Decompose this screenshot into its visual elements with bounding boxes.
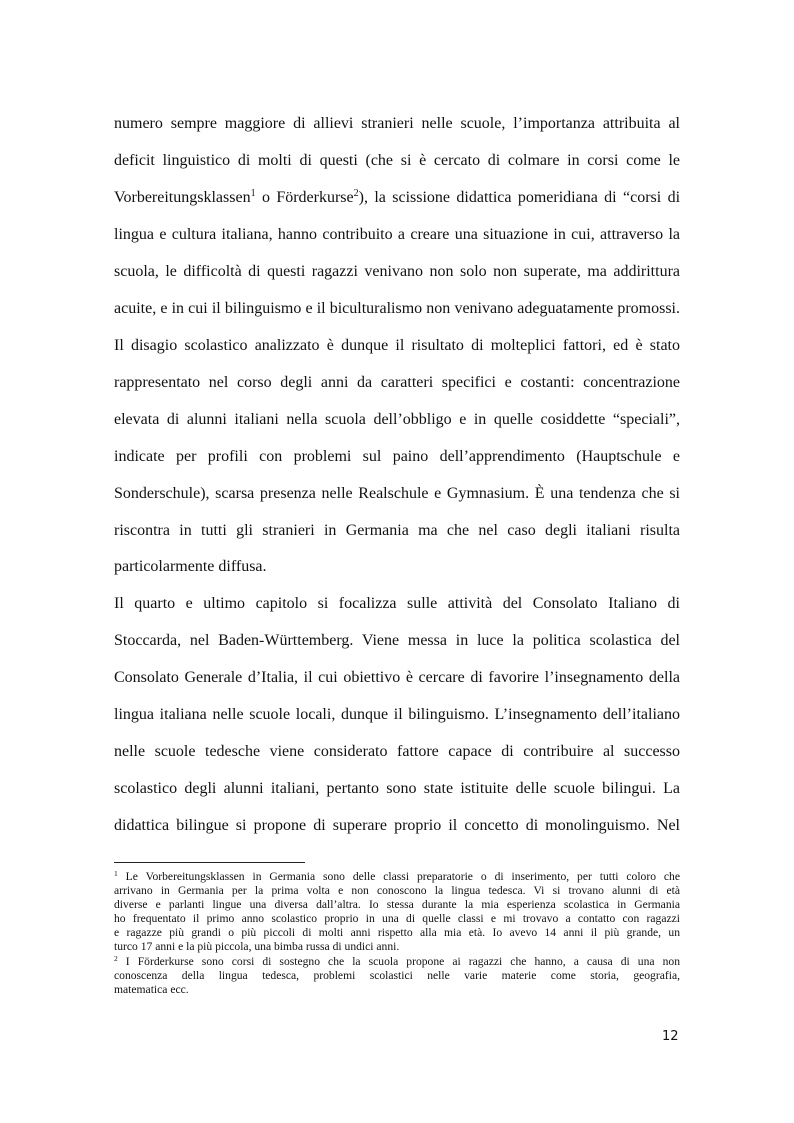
body-line: lingua italiana nelle scuole locali, dunque il bilinguismo. L’insegnamento dell’italiano xyxy=(114,706,680,723)
body-line: Sonderschule), scarsa presenza nelle Realschule e Gymnasium. È una tendenza che si xyxy=(114,485,680,502)
body-line: rappresentato nel corso degli anni da caratteri specifici e costanti: concentrazione xyxy=(114,374,680,391)
footnote-ref-2: 2 xyxy=(353,188,359,199)
footnote-marker-1: 1 xyxy=(114,869,118,878)
body-line: Il quarto e ultimo capitolo si focalizza sulle attività del Consolato Italiano di xyxy=(114,595,680,612)
page-number: 12 xyxy=(662,1029,679,1044)
body-line: elevata di alunni italiani nella scuola dell’obbligo e in quelle cosiddette “speciali”, xyxy=(114,411,680,428)
body-line: riscontra in tutti gli stranieri in Germania ma che nel caso degli italiani risulta xyxy=(114,522,680,539)
footnote-2-line: $^2$ I Förderkurse sono corsi di sostegno che la scuola propone ai ragazzi che hanno, a causa di una non xyxy=(114,954,680,968)
footnote-1-line: ho frequentato il primo anno scolastico proprio in una di quelle classi e mi trovavo a contatto con ragazzi xyxy=(114,912,680,925)
footnote-1-line: turco 17 anni e la più piccola, una bimba russa di undici anni. xyxy=(114,940,400,953)
body-line: particolarmente diffusa. xyxy=(114,558,267,575)
body-line: scuola, le difficoltà di questi ragazzi venivano non solo non superate, ma addirittura xyxy=(114,263,680,280)
body-line: indicate per profili con problemi sul paino dell’apprendimento (Hauptschule e xyxy=(114,448,680,465)
body-line: scolastico degli alunni italiani, pertanto sono state istituite delle scuole bilingui. La xyxy=(114,780,680,797)
body-line: lingua e cultura italiana, hanno contribuito a creare una situazione in cui, attraverso la xyxy=(114,226,680,243)
body-line: Vorbereitungsklassen$^1$ o Förderkurse$^2$), la scissione didattica pomeridiana di “corsi di xyxy=(114,188,681,206)
body-line: numero sempre maggiore di allievi stranieri nelle scuole, l’importanza attribuita al xyxy=(114,115,680,132)
footnote-2-line: matematica ecc. xyxy=(114,983,189,996)
footnote-1-line: $^1$ Le Vorbereitungsklassen in Germania sono delle classi preparatorie o di inserimento, per tutti coloro che xyxy=(114,869,680,883)
body-line: acuite, e in cui il bilinguismo e il biculturalismo non venivano adeguatamente promossi. xyxy=(114,300,680,317)
footnote-1-line: diverse e parlanti lingue una diversa dall’altra. Io stessa durante la mia esperienza scolastica in Germania xyxy=(114,898,680,911)
footnote-2-line: conoscenza della lingua tedesca, problemi scolastici nelle varie materie come storia, geografia, xyxy=(114,969,680,982)
footnote-1-line: arrivano in Germania per la prima volta e non conoscono la lingua tedesca. Vi si trovano alunni di età xyxy=(114,884,680,897)
body-line: nelle scuole tedesche viene considerato fattore capace di contribuire al successo xyxy=(114,743,680,760)
body-line: Stoccarda, nel Baden-Württemberg. Viene messa in luce la politica scolastica del xyxy=(114,632,680,649)
footnote-ref-1: 1 xyxy=(250,188,256,199)
body-line: deficit linguistico di molti di questi (che si è cercato di colmare in corsi come le xyxy=(114,152,680,169)
body-line: Il disagio scolastico analizzato è dunque il risultato di molteplici fattori, ed è stato xyxy=(114,337,680,354)
footnote-marker-2: 2 xyxy=(114,954,118,963)
footnote-1-line: e ragazze più grandi o più piccoli di molti anni rispetto alla mia età. Io avevo 14 anni il più grande, un xyxy=(114,926,680,939)
body-line: didattica bilingue si propone di superare proprio il concetto di monolinguismo. Nel xyxy=(114,817,680,834)
body-line: Consolato Generale d’Italia, il cui obiettivo è cercare di favorire l’insegnamento della xyxy=(114,669,680,686)
footnote-separator xyxy=(114,862,305,863)
